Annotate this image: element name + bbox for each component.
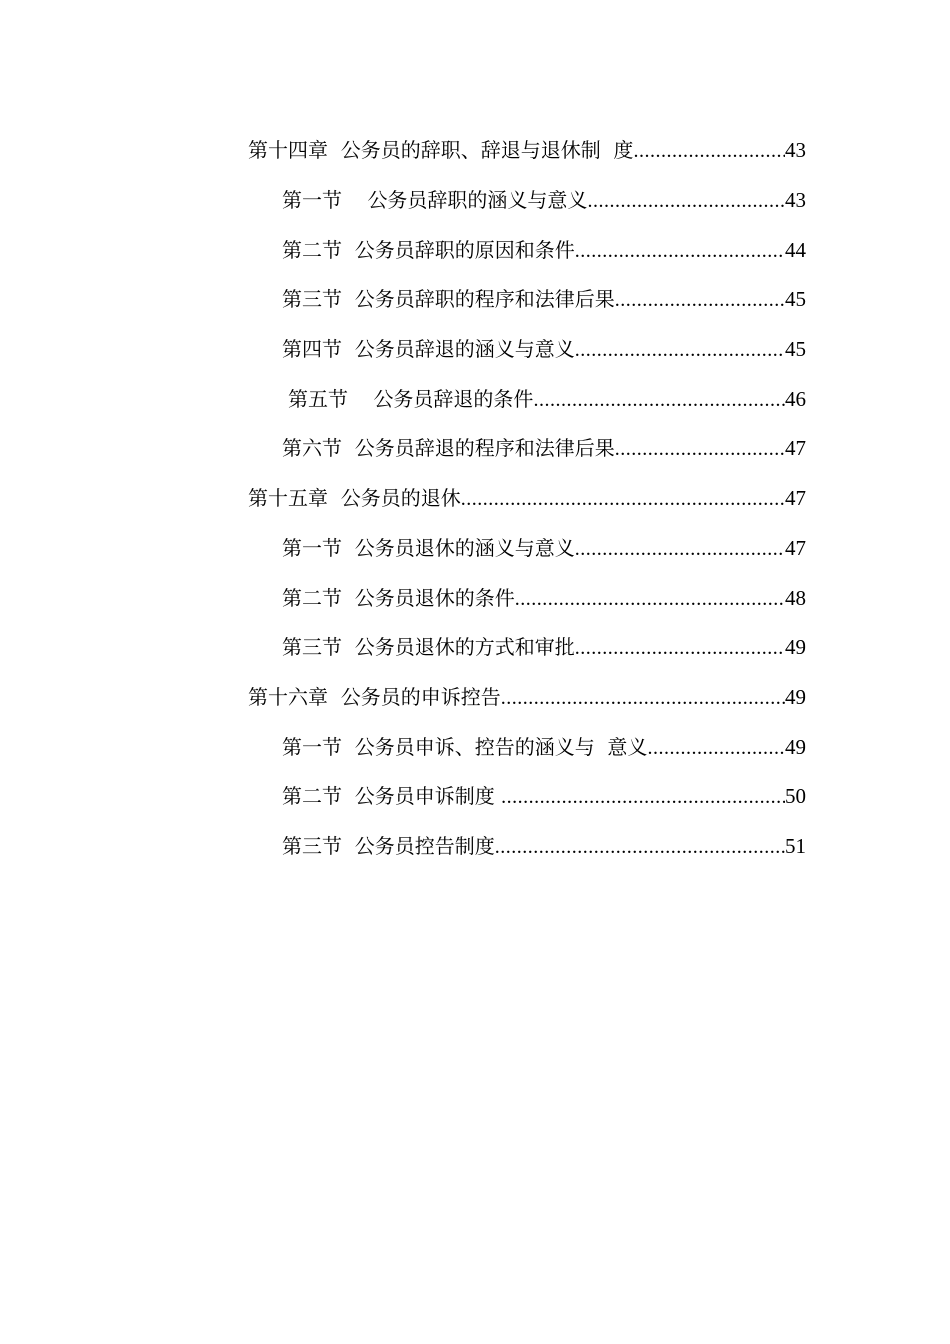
- toc-entry-section[interactable]: [0, 225, 950, 275]
- toc-entry-page: 47: [785, 535, 806, 560]
- toc-entry-title: 公务员的申诉控告: [340, 684, 501, 709]
- toc-entry-title: 公务员退休的方式和审批: [354, 635, 575, 660]
- toc-entry-title: 公务员辞职的原因和条件: [354, 237, 575, 262]
- toc-entry-gap: [328, 488, 341, 508]
- toc-leader-dots: [575, 340, 785, 360]
- toc-entry-title: 公务员退休的条件: [354, 585, 515, 610]
- toc-entry-section[interactable]: [0, 822, 950, 872]
- toc-entry-gap: [342, 836, 355, 856]
- toc-entry-number: 第二节: [282, 784, 342, 809]
- toc-entry-page: 45: [785, 337, 806, 362]
- toc-entry-page: 45: [785, 287, 806, 312]
- toc-entry-title: 公务员辞退的程序和法律后果: [354, 436, 615, 461]
- toc-entry-section[interactable]: [0, 772, 950, 822]
- toc-entry-page: 44: [785, 237, 806, 262]
- toc-leader-dots: [575, 241, 785, 261]
- toc-entry-number: 第三节: [282, 287, 342, 312]
- toc-leader-dots: [647, 738, 785, 758]
- toc-entry-number: 第五节: [288, 386, 348, 411]
- toc-entry-section[interactable]: [0, 424, 950, 474]
- toc-entry-number: 第一节: [282, 734, 342, 759]
- toc-entry-title: 公务员申诉制度: [354, 784, 502, 809]
- toc-entry-title: 公务员申诉、控告的涵义与 意义: [354, 734, 648, 759]
- toc-leader-dots: [575, 539, 785, 559]
- toc-entry-title: 公务员辞退的条件: [373, 386, 534, 411]
- toc-entry-number: 第十六章: [248, 684, 328, 709]
- toc-entry-number: 第三节: [282, 833, 342, 858]
- toc-entry-section[interactable]: [0, 176, 950, 226]
- toc-entry-gap: [342, 538, 355, 558]
- toc-leader-dots: [501, 688, 785, 708]
- toc-leader-dots: [575, 638, 785, 658]
- toc-leader-dots: [633, 141, 785, 161]
- toc-entry-gap: [342, 588, 355, 608]
- toc-entry-chapter-16[interactable]: [0, 673, 950, 723]
- toc-entry-page: 48: [785, 585, 806, 610]
- toc-entry-section[interactable]: [0, 722, 950, 772]
- toc-entry-number: 第四节: [282, 337, 342, 362]
- toc-entry-section[interactable]: [0, 573, 950, 623]
- toc-entry-number: 第一节: [282, 188, 342, 213]
- toc-entry-section[interactable]: [0, 374, 950, 424]
- toc-entry-page: 49: [785, 684, 806, 709]
- toc-entry-title: 公务员辞职的涵义与意义: [367, 188, 588, 213]
- toc-entry-gap: [342, 737, 355, 757]
- toc-entry-number: 第一节: [282, 535, 342, 560]
- toc-leader-dots: [615, 439, 785, 459]
- toc-entry-section[interactable]: [0, 524, 950, 574]
- toc-leader-dots: [515, 589, 785, 609]
- toc-entry-page: 49: [785, 635, 806, 660]
- toc-entry-chapter-15[interactable]: [0, 474, 950, 524]
- toc-entry-section[interactable]: [0, 325, 950, 375]
- toc-entry-gap: [348, 389, 373, 409]
- toc-entry-number: 第十五章: [248, 486, 328, 511]
- toc-entry-title: 公务员的辞职、辞退与退休制 度: [340, 138, 634, 163]
- toc-entry-page: 50: [785, 784, 806, 809]
- toc-entry-gap: [342, 786, 355, 806]
- toc-leader-dots: [461, 489, 785, 509]
- toc-entry-number: 第十四章: [248, 138, 328, 163]
- toc-leader-dots: [533, 390, 785, 410]
- toc-entry-gap: [342, 339, 355, 359]
- toc-entry-number: 第六节: [282, 436, 342, 461]
- toc-entry-gap: [342, 637, 355, 657]
- toc-entry-page: 47: [785, 486, 806, 511]
- toc-leader-dots: [495, 837, 785, 857]
- toc-entry-page: 47: [785, 436, 806, 461]
- toc-entry-chapter-14[interactable]: [0, 126, 950, 176]
- toc-entry-number: 第二节: [282, 585, 342, 610]
- toc-entry-number: 第二节: [282, 237, 342, 262]
- toc-entry-page: 51: [785, 833, 806, 858]
- toc-entry-page: 43: [785, 138, 806, 163]
- toc-leader-dots: [615, 290, 785, 310]
- toc-entry-title: 公务员控告制度: [354, 833, 495, 858]
- toc-entry-gap: [342, 438, 355, 458]
- toc-entry-gap: [328, 140, 341, 160]
- toc-entry-section[interactable]: [0, 275, 950, 325]
- toc-entry-gap: [342, 190, 367, 210]
- toc-entry-number: 第三节: [282, 635, 342, 660]
- toc-entry-gap: [328, 687, 341, 707]
- toc-entry-section[interactable]: [0, 623, 950, 673]
- table-of-contents: [0, 126, 950, 871]
- toc-entry-gap: [342, 240, 355, 260]
- toc-leader-dots: [587, 191, 785, 211]
- toc-entry-page: 43: [785, 188, 806, 213]
- toc-entry-title: 公务员辞退的涵义与意义: [354, 337, 575, 362]
- toc-entry-title: 公务员辞职的程序和法律后果: [354, 287, 615, 312]
- toc-entry-title: 公务员退休的涵义与意义: [354, 535, 575, 560]
- toc-leader-dots: [501, 787, 785, 807]
- toc-entry-gap: [342, 289, 355, 309]
- toc-entry-page: 46: [785, 386, 806, 411]
- toc-entry-title: 公务员的退休: [340, 486, 461, 511]
- toc-entry-page: 49: [785, 734, 806, 759]
